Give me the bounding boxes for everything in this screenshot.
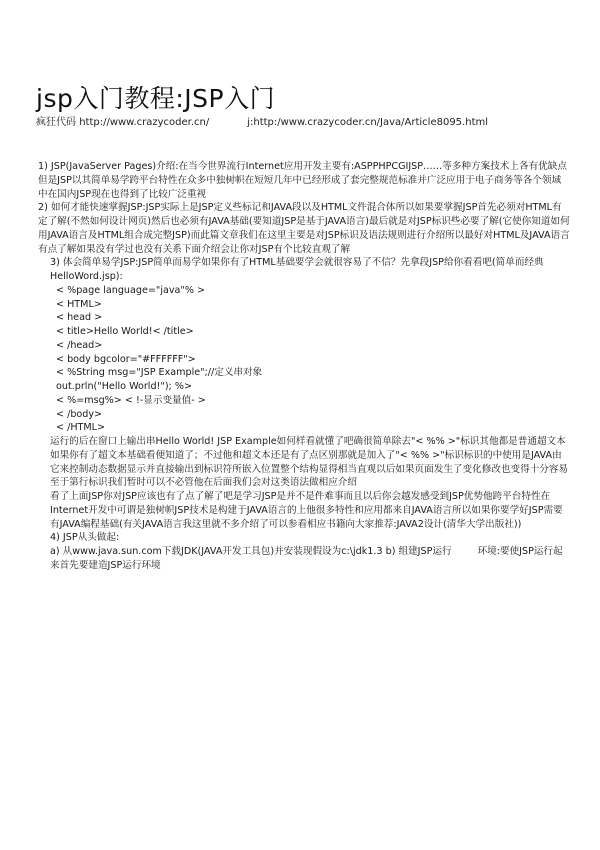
code-line: < /body>: [56, 408, 103, 420]
source-line: [36, 117, 488, 129]
code-line: < head >: [56, 312, 103, 324]
code-line: < %String msg="JSP Example";//定义串对象: [56, 367, 263, 379]
code-line: < %=msg%> < !-显示变量值- >: [56, 394, 206, 406]
paragraph-setup: [38, 545, 570, 573]
paragraph-intro: 1) JSP(JavaServer Pages)介绍:在当今世界流行Internet应用开发主要有:ASPPHPCGIJSP……等多种方案技术上各有优缺点但是JSP以其简单易学跨平台特性在众多中独树帜在短短几年中已经形成了套完整规范标准并广泛应用于电子商务等各个领域中在国内JSP现在也得到了比较广泛重视: [38, 161, 567, 200]
paragraph-advantages: 看了上面JSP你对JSP应该也有了点了解了吧是学习JSP是并不是件难事而且以后你会越发感受到JSP优势他跨平台特性在Internet开发中可谓是独树帜JSP技术是构建于JAVA语言的上他很多特性和应用都来自JAVA语言所以如果你要学好JSP需要有JAVA编程基础(有关JAVA语言我这里就不多介绍了可以参看相应书籍向大家推荐:JAVA2设计(清华大学出版社)): [50, 491, 563, 530]
paragraph-start-heading: 4) JSP从头做起:: [50, 532, 120, 544]
code-line: < %page language="java"% >: [56, 284, 206, 296]
code-line: out.prln("Hello World!"); %>: [56, 381, 192, 392]
code-line: < body bgcolor="#FFFFFF">: [56, 353, 196, 365]
code-line: < title>Hello World!< /title>: [56, 326, 194, 337]
article-url[interactable]: j:http:/www.crazycoder.cn/Java/Article8095.html: [247, 117, 489, 128]
page-title: jsp入门教程:JSP入门: [36, 84, 276, 113]
code-line: < /head>: [56, 339, 103, 351]
setup-step-a: a) 从www.java.sun.com下载JDK(JAVA开发工具包)并安装现假设为c:\jdk1.3 b) 组建JSP运行: [50, 546, 452, 557]
code-line: < HTML>: [56, 298, 102, 310]
article-body: [38, 160, 570, 573]
paragraph-easy-jsp: 3) 体会简单易学JSP:JSP简单而易学如果你有了HTML基础要学会就很容易了不信？先拿段JSP给你看看吧(简单而经典HelloWord.jsp):: [50, 257, 544, 282]
setup-step-env: 环境:要使JSP运行起来首先要建造JSP运行环境: [50, 546, 563, 571]
code-line: < /HTML>: [56, 422, 106, 434]
source-name: 疯狂代码: [36, 117, 76, 128]
paragraph-master-jsp: 2) 如何才能快速掌握JSP:JSP实际上是JSP定义些标记和JAVA段以及HTML文件混合体所以如果要掌握JSP首先必须对HTML有定了解(不然如何设计网页)然后也必须有JAVA基础(要知道JSP是基于JAVA语言)最后就是对JSP标识些必要了解(它使你知道如何用JAVA语言及HTML组合成完整JSP)而此篇文章我们在这里主要是对JSP标识及语法规则进行介绍所以最好对HTML及JAVA语言有点了解如果没有学过也没有关系下面介绍会让你对JSP有个比较直观了解: [38, 202, 570, 255]
code-block: [38, 284, 570, 435]
source-url[interactable]: http://www.crazycoder.cn/: [79, 117, 210, 128]
paragraph-output: 运行的后在窗口上输出串Hello World! JSP Example如何样看就懂了吧确很简单除去"< %% >"标识其他都是普通超文本如果你有了超文本基础看便知道了；不过他和超文本还是有了点区别那就是加入了"< %% >"标识标识的中使用是JAVA由它来控制动态数据显示并直接输出到标识符所嵌入位置整个结构显得相当直观以后如果页面发生了变化修改也变得十分容易至于第行标识我们暂时可以不必管他在后面我们会对这类语法做相应介绍: [50, 436, 569, 489]
